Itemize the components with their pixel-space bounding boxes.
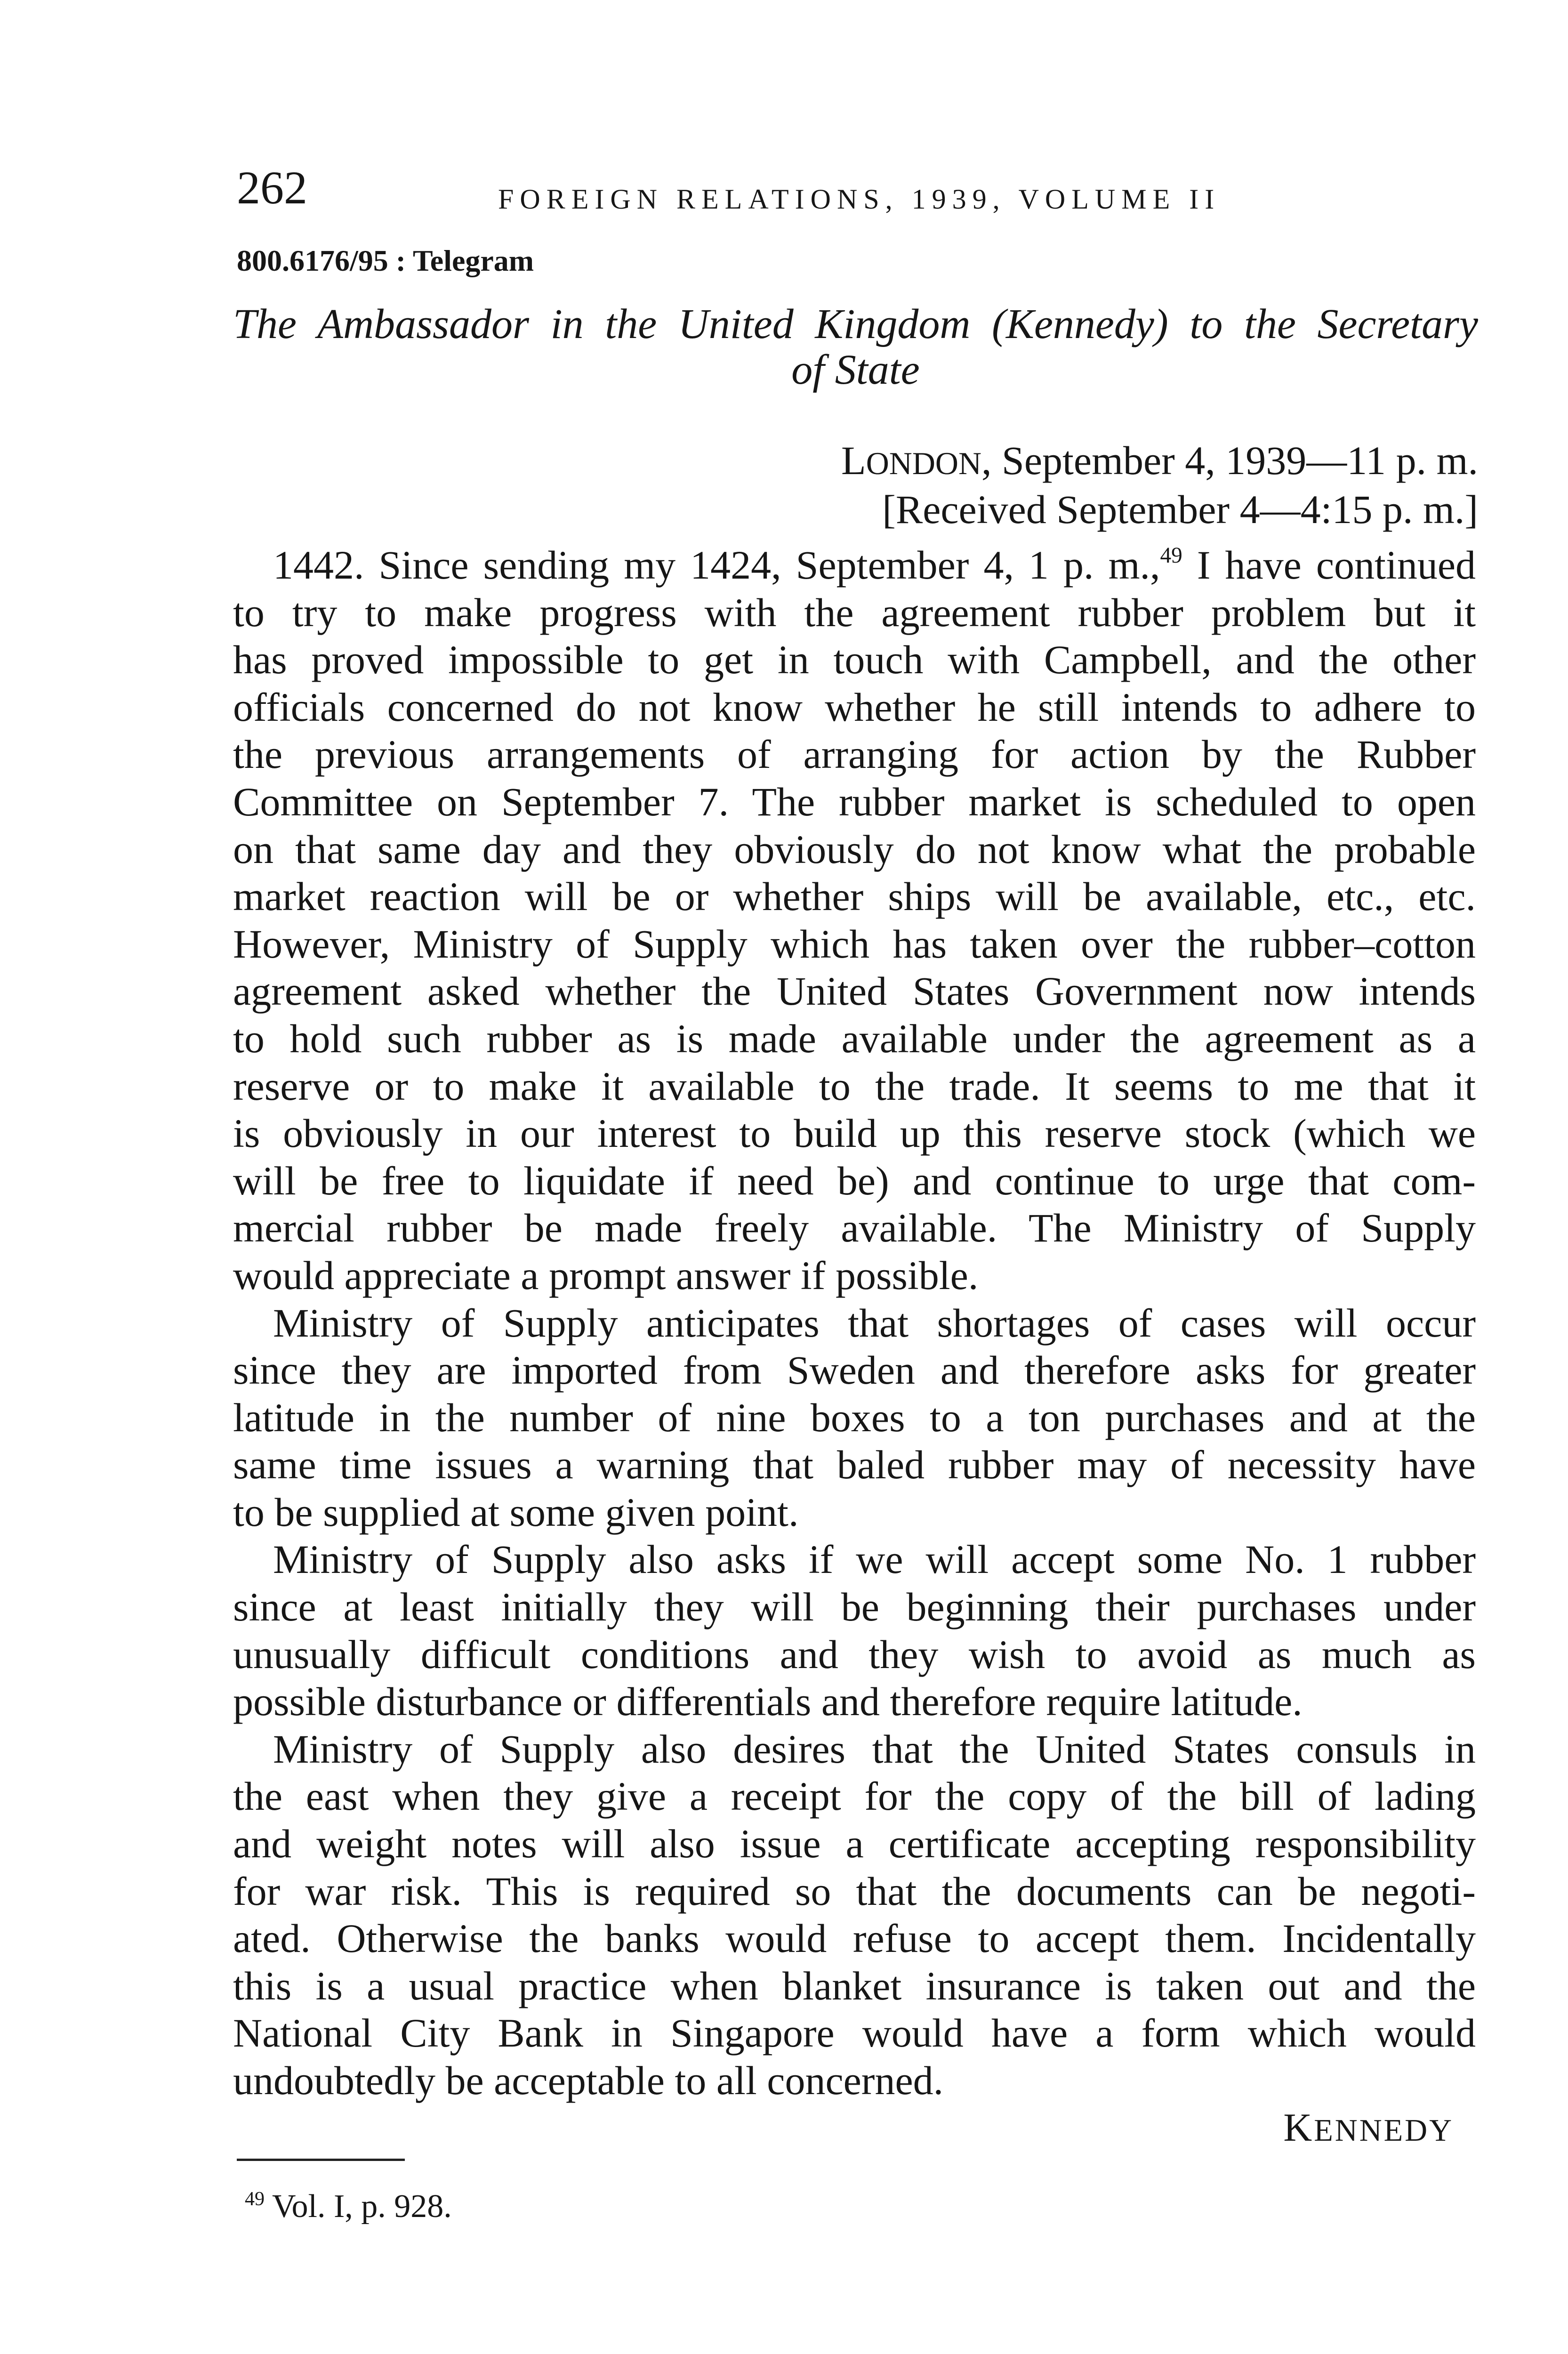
signature-name: KENNEDY [1283,2106,1454,2150]
paragraph-line: latitude in the number of nine boxes to a ton purchases and at the [233,1395,1476,1440]
paragraph-line: Ministry of Supply also asks if we will accept some No. 1 rubber [273,1537,1476,1582]
paragraph-line: However, Ministry of Supply which has taken over the rubber–cotton [233,921,1476,967]
paragraph-line: would appreciate a prompt answer if possible. [233,1252,979,1298]
paragraph-line: agreement asked whether the United States Government now intends [233,968,1476,1014]
footnote-reference: 49 [1160,543,1182,568]
paragraph-line: Ministry of Supply anticipates that shortages of cases will occur [273,1300,1476,1346]
paragraph [233,1725,1476,2104]
paragraph-line: the east when they give a receipt for the copy of the bill of lading [233,1774,1476,1819]
paragraph-line: same time issues a warning that baled rubber may of necessity have [233,1442,1476,1488]
received-note: [Received September 4—4:15 p. m.] [882,487,1478,532]
paragraph-line: ated. Otherwise the banks would refuse to accept them. Incidentally [233,1916,1476,1961]
footnote [245,2190,452,2223]
paragraph [233,541,1476,1299]
paragraph-line: undoubtedly be acceptable to all concerned. [233,2058,944,2103]
paragraph-line: since they are imported from Sweden and therefore asks for greater [233,1347,1476,1393]
line-text: 1442. Since sending my 1424, September 4, 1 p. m., [273,542,1160,588]
footnote-marker: 49 [245,2188,265,2210]
dateline-city: LONDON [841,438,982,483]
heading-line: The Ambassador in the United Kingdom (Kennedy) to the Secretary [233,301,1478,347]
file-reference: 800.6176/95 : Telegram [237,244,534,277]
line-text: I have continued [1182,542,1476,588]
paragraph-line: on that same day and they obviously do not know what the probable [233,826,1476,872]
paragraph-line: Committee on September 7. The rubber market is scheduled to open [233,779,1476,824]
paragraph-line: this is a usual practice when blanket insurance is taken out and the [233,1963,1476,2008]
page-number: 262 [237,161,307,214]
paragraph-line: for war risk. This is required so that the documents can be negoti- [233,1868,1476,1914]
paragraph-line: and weight notes will also issue a certificate accepting responsibility [233,1821,1476,1867]
paragraph-line: to try to make progress with the agreement rubber problem but it [233,589,1476,635]
paragraph-line: market reaction will be or whether ships will be available, etc., etc. [233,874,1476,919]
paragraph-line: officials concerned do not know whether he still intends to adhere to [233,684,1476,730]
paragraph-line: possible disturbance or differentials and therefore require latitude. [233,1679,1303,1725]
running-title: FOREIGN RELATIONS, 1939, VOLUME II [498,184,1221,215]
paragraph-line: to hold such rubber as is made available under the agreement as a [233,1016,1476,1061]
heading-line: of State [791,347,920,393]
telegram-body [233,541,1476,2104]
paragraph-line: has proved impossible to get in touch with Campbell, and the other [233,637,1476,683]
paragraph-line: since at least initially they will be beginning their purchases under [233,1584,1476,1630]
paragraph-line [233,541,1476,589]
paragraph-line: to be supplied at some given point. [233,1489,799,1535]
paragraph-line: Ministry of Supply also desires that the United States consuls in [273,1726,1476,1772]
paragraph-line: will be free to liquidate if need be) and continue to urge that com- [233,1158,1476,1203]
dateline [233,440,1478,481]
document-heading [233,301,1478,393]
footnote-separator [237,2159,405,2161]
paragraph-line: the previous arrangements of arranging for action by the Rubber [233,732,1476,777]
footnote-text: Vol. I, p. 928. [272,2188,452,2225]
paragraph-line: mercial rubber be made freely available. The Ministry of Supply [233,1205,1476,1251]
signature [233,2108,1454,2148]
dateline-date: , September 4, 1939—11 p. m. [981,438,1478,483]
paragraph [233,1536,1476,1725]
paragraph-line: unusually difficult conditions and they wish to avoid as much as [233,1631,1476,1677]
paragraph-line: is obviously in our interest to build up this reserve stock (which we [233,1111,1476,1156]
paragraph-line: reserve or to make it available to the trade. It seems to me that it [233,1063,1476,1109]
paragraph-line: National City Bank in Singapore would have a form which would [233,2010,1476,2056]
paragraph [233,1299,1476,1536]
